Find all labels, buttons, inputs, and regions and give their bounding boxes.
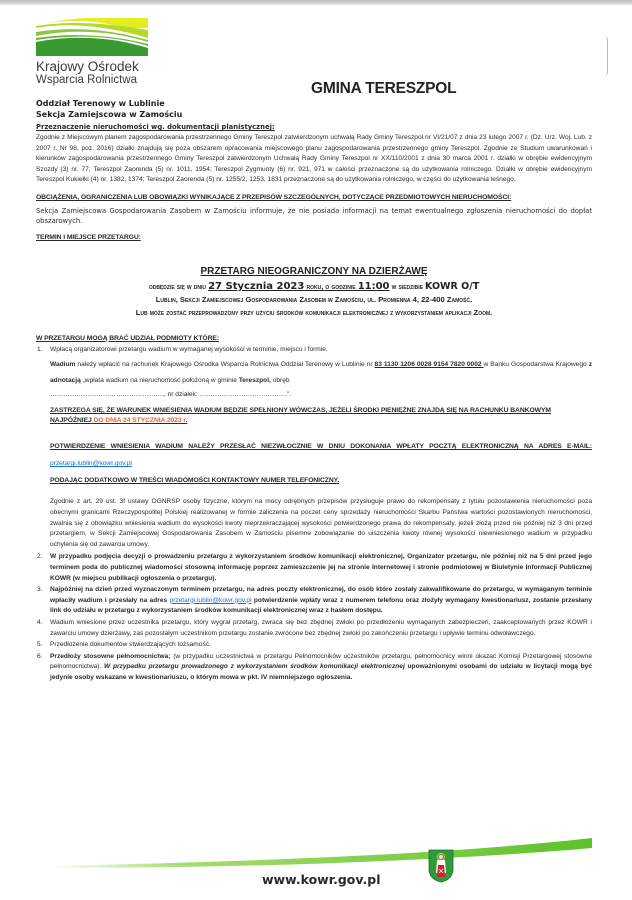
item-number: 6. (37, 652, 43, 660)
condition-item-5 (36, 640, 592, 651)
zastrzega-text: ZASTRZEGA SIĘ, ŻE WARUNEK WNIESIENIA WADIUM BĘDZIE SPEŁNIONY WÓWCZAS, JEŻELI ŚRODKI PIENIĘŻNE ZNAJDĄ SIĘ NA RACHUNKU BANKOWYM NAJPÓŹNIEJ (50, 407, 551, 425)
item-number: 1. (37, 346, 43, 354)
scan-top-edge (0, 0, 632, 5)
tereszpol-coat-of-arms-icon (428, 849, 454, 883)
footer-swoosh-icon (50, 838, 592, 872)
item-number: 5. (37, 641, 43, 649)
conditions-list-cont (36, 552, 592, 683)
email-link-2[interactable]: przetargi.lublin@kowr.gov.pl (169, 596, 252, 604)
przetarg-title: PRZETARG NIEOGRANICZONY NA DZIERŻAWĘ (200, 266, 428, 278)
logo-text-line1: Krajowy Ośrodek (36, 59, 139, 74)
przetarg-details (36, 281, 592, 319)
footer-url: www.kowr.gov.pl (262, 872, 381, 887)
item4-text: Wadium wniesione przez uczestnika przetargu, który wygrał przetarg, zwraca się bez zbędnej zwłoki po przedłożeniu wymaganych zabezpieczeń, zaakceptowanych przez KOWR i zawarciu umowy dzierżawy, zaś pozostałym uczestnikom przetargu zostanie zwrócone bez zbędnej zwłoki po zakończeniu przetargu i upływie terminu odwoławczego. (50, 618, 592, 637)
przetarg-kowr: KOWR O/T (425, 281, 480, 293)
wadium-text: należy wpłacić na rachunek Krajowego Ośrodka Wsparcia Rolnictwa Oddział Terenowy w Lublinie nr (75, 361, 375, 369)
wadium-label: Wadium (50, 361, 76, 369)
przetarg-date: 27 Stycznia 2023 (208, 281, 305, 293)
item3-text-post: potwierdzenie wpłaty wraz z numerem telefonu oraz złożyły wymagany kwestionariusz, zostanie przesłany link do udziału w przetargu z wykorzystaniem środków komunikacji elektronicznej wraz z hasłem dostępu. (50, 596, 592, 615)
logo-text-line2: Wsparcia Rolnictwa (36, 74, 137, 86)
item-number: 4. (37, 618, 43, 626)
item6-text (50, 652, 592, 684)
condition-item-1 (36, 345, 592, 355)
wadium-block (36, 357, 592, 550)
dots-line: ……………………………………………., nr działek: ………………………………….”. (50, 391, 292, 399)
zastrzega-notice (50, 406, 592, 426)
item-number: 2. (37, 553, 43, 561)
gmina-title: GMINA TERESZPOL (311, 80, 457, 97)
scan-edge-mark (604, 36, 608, 76)
item3-text (50, 585, 592, 617)
item6-bold-lead: Przedłoży stosowne pełnomocnictwa; (50, 652, 171, 660)
branch-info (36, 98, 182, 120)
potwierdzenie-notice (50, 438, 592, 472)
obreb-text: obręb (270, 377, 290, 385)
item3-text-pre: Najpóźniej na dzień przed wyznaczonym terminem przetargu, na adres poczty elektronicznej, do osób które zostały zakwalifikowane do przetargu, w wymaganym terminie wpłaciły wadium i przesłały na adres (50, 586, 592, 604)
email-link[interactable]: przetargi.lublin@kowr.gov.pl (50, 460, 132, 468)
deadline-end: . (185, 417, 188, 425)
ognrsp-paragraph: Zgodnie z art. 29 ust. 3f ustawy OGNRSP osoby fizyczne, którym na mocy odrębnych przepisów przysługuje prawo do rekompensaty z tytułu pozostawienia nieruchomości poza obecnymi granicami Rzeczypospolitej Polskiej realizowanej w formie zaliczenia na poczet ceny sprzedaży nieruchomości Skarbu Państwa wartości pozostawionych nieruchomości, zwalnia się z obowiązku wniesienia wadium do wysokości kwoty nieprzekraczającej wysokości potwierdzonego prawa do rekompensaty, jeżeli złożą przed nie później niż 3 dni przed przetargiem, w Sekcji Zamiejscowej Gospodarowania Zasobem w Zamościu pisemne zobowiązanie do uiszczenia kwoty równej wysokości niewniesionego wadium w przypadku uchylenia się od zawarcia umowy. (50, 498, 592, 548)
deadline-date: DO DNIA 24 STYCZNIA 2023 r (91, 417, 186, 425)
item5-text: Przedłożenie dokumentów stwierdzających tożsamość. (50, 641, 211, 649)
termin-heading: TERMIN I MIEJSCE PRZETARGU: (36, 233, 141, 241)
adnotacja-label: z adnotacją (50, 361, 592, 385)
obciazenia-body: Sekcja Zamiejscowa Gospodarowania Zasobem w Zamościu informuje, że nie posiada informacji na temat ewentualnego zgłoszenia nieruchomości do dopłat obszarowych. (36, 206, 592, 226)
item1-text: Wpłacą organizatorowi przetargu wadium w wymaganej wysokości w terminie, miejscu i formie. (50, 346, 328, 354)
przetarg-line3: Lub może zostać przeprowadzony przy użyciu środków komunikacji elektronicznej z wykorzystaniem aplikacji Zoom. (135, 307, 493, 317)
conditions-list (36, 345, 592, 355)
condition-item-4 (36, 618, 592, 639)
kowr-fields-icon (36, 18, 148, 56)
gmina-name: Tereszpol, (238, 377, 271, 385)
condition-item-2 (36, 552, 592, 584)
item6-italic-bold: W przypadku przetargu prowadzonego z wykorzystaniem środków komunikacji elektronicznej (104, 663, 405, 671)
item6-bold-tail: upoważnionymi osobami do udziału w licytacji mogą być jedynie osoby wskazane w kwestionariuszu, o którym mowa w pkt. IV niemniejszego ogłoszenia. (50, 663, 593, 681)
document-body (36, 122, 592, 684)
przeznaczenie-body: Zgodnie z Miejscowym planem zagospodarowania przestrzennego Gminy Tereszpol zatwierdzonym uchwałą Rady Gminy Tereszpol nr VI/21/07 z dnia 23 lutego 2007 r. (Dz. Urz. Woj. Lub. z 2007 r. Nr 98, poz. 2016) działki znajdują się poza obszarem opracowania miejscowego planu zagospodarowania przestrzennego gminy Tereszpol. Zgodnie ze Studium uwarunkowań i kierunków zagospodarowania przestrzennego Gminy Tereszpol zatwierdzonym Uchwałą Rady Gminy Tereszpol nr XX/110/2001 z dnia 30 marca 2001 r. działki w obrębie ewidencyjnym Szozdy (3) nr. 77; Tereszpol Zaorenda (5) nr. 1011, 1954; Tereszpol Zygmunty (6) nr. 921, 971 w całości przeznaczone są do użytkowania rolniczego. Działki w obrębie ewidencyjnym Tereszpol Kukiełki (4) nr. 1382, 1374; Tereszpol Zaorenda (5) nr. 1255/2, 1253, 1831 przeznaczone są do użytkowania rolniczego, w części do użytkowania leśnego. (36, 134, 592, 184)
podmioty-heading: W PRZETARGU MOGĄ BRAĆ UDZIAŁ PODMIOTY KTÓRE: (36, 334, 220, 342)
potwierdzenie-text: POTWIERDZENIE WNIESIENIA WADIUM NALEŻY PRZESŁAĆ NIEZWŁOCZNIE W DNIU DOKONANIA WPŁATY POCZTĄ ELEKTRONICZNĄ NA ADRES E-MAIL: (50, 443, 592, 451)
przetarg-time: 11:00 (357, 281, 390, 293)
kowr-logo (36, 18, 148, 87)
item2-text: W przypadku podjęcia decyzji o prowadzeniu przetargu z wykorzystaniem środków komunikacji elektronicznej, Organizator przetargu, nie później niż na 5 dni przed jego terminem poda do publicznej wiadomości stosowną informację poprzez zamieszczenie jej na stronie Internetowej i stronie podmiotowej w Biuletynie Informacji Publicznej KOWR (w miejscu publikacji ogłoszenia o przetargu). (50, 553, 592, 582)
bank-text: w Banku Gospodarstwa Krajowego (483, 361, 589, 369)
obciazenia-heading: OBCIĄŻENIA, OGRANICZENIA LUB OBOWIĄZKI WYNIKAJĄCE Z PRZEPISÓW SZCZEGÓLNYCH, DOTYCZĄCE PRZEDMIOTOWYCH NIERUCHOMOŚCI: (36, 194, 512, 202)
przetarg-line1-mid: roku, o godzinie (304, 282, 358, 292)
account-number: 83 1130 1206 0028 9154 7820 0002 (374, 361, 484, 369)
item6-body: (w przypadku uczestnictwa w przetargu Pełnomocników uczestników przetargu, pełnomocnicy winni okazać Komisji Przetargowej stosowne pełnomocnictwa). (50, 652, 592, 671)
przetarg-line1-post: w siedzibie (389, 282, 426, 292)
podajac-notice: PODAJĄC DODATKOWO W TREŚCI WIADOMOŚCI KONTAKTOWY NUMER TELEFONICZNY. (50, 477, 340, 485)
przetarg-line2: Lublin, Sekcji Zamiejscowej Gospodarowania Zasobem w Zamościu, ul. Promienna 4, 22-400 Zamość. (155, 295, 473, 305)
adnotacja-text: „wpłata wadium na nieruchomość położoną w gminie (80, 377, 239, 385)
branch-line2: Sekcja Zamiejscowa w Zamościu (36, 110, 183, 119)
przetarg-line1-pre: odbędzie się w dniu (148, 282, 209, 292)
condition-item-3 (36, 585, 592, 617)
wadium-paragraph (50, 357, 592, 389)
branch-line1: Oddział Terenowy w Lublinie (36, 99, 165, 108)
item-number: 3. (37, 586, 43, 594)
condition-item-6 (36, 652, 592, 684)
przeznaczenie-heading: Przeznaczenie nieruchomości wg. dokumentacji planistycznej: (36, 123, 275, 131)
